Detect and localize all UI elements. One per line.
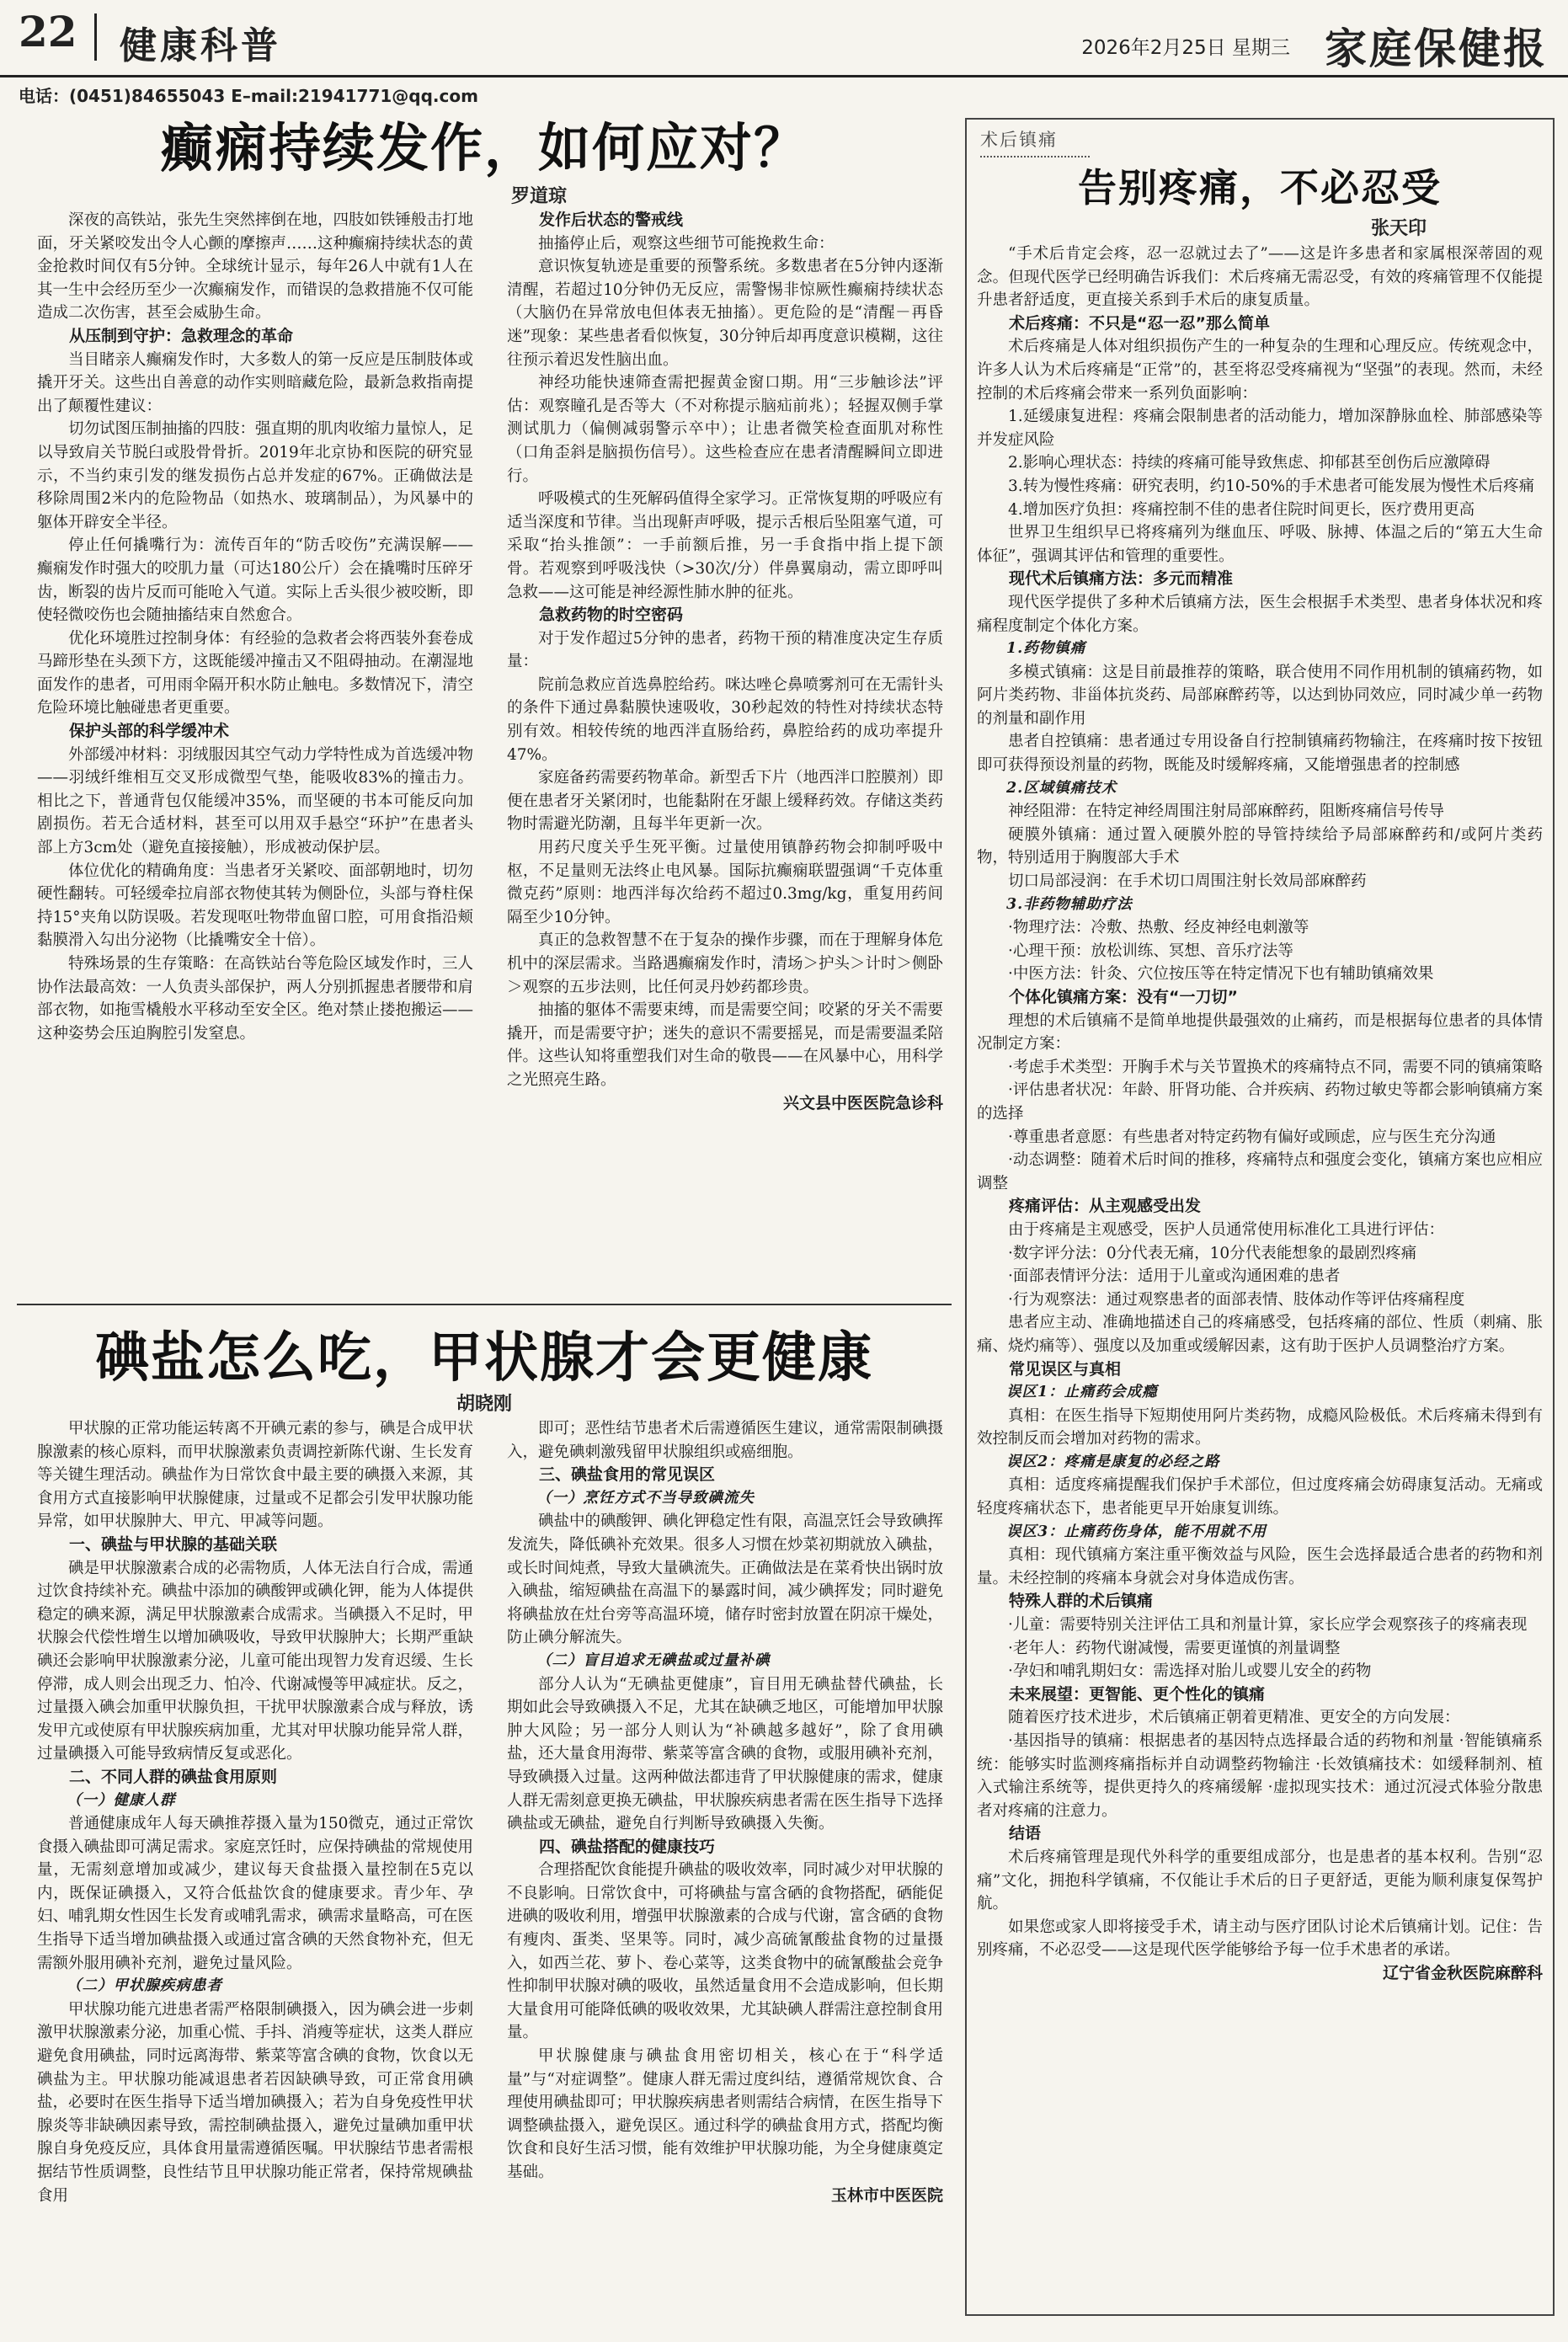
paragraph: ·孕妇和哺乳期妇女：需选择对胎儿或婴儿安全的药物 xyxy=(1008,1662,1372,1681)
subheading: 结语 xyxy=(1009,1824,1042,1843)
paragraph: 用药尺度关乎生死平衡。过量使用镇静药物会抑制呼吸中枢，不足量则无法终止电风暴。国际抗癫痫联盟强调“千克体重微克药”原则：地西泮每次给药不超过0.3mg/kg，重复用药间隔至少10分钟。 xyxy=(507,839,943,926)
paragraph: ·尊重患者意愿：有些患者对特定药物有偏好或顾虑，应与医生充分沟通 xyxy=(1008,1128,1496,1146)
item-heading: （二）甲状腺疾病患者 xyxy=(67,1977,222,1995)
item-heading: （二）盲目追求无碘盐或过量补碘 xyxy=(536,1651,771,1669)
paragraph: 甲状腺的正常功能运转离不开碘元素的参与，碘是合成甲状腺激素的核心原料，而甲状腺激素负责调控新陈代谢、生长发育等关键生理活动。碘盐作为日常饮食中最主要的碘摄入来源，其食用方式直接影响甲状腺健康，过量或不足都会引发甲状腺功能异常，如甲状腺肿大、甲亢、甲减等问题。 xyxy=(37,1420,473,1531)
article-title: 告别疼痛，不必忍受 xyxy=(1078,165,1442,211)
paragraph: 1.延缓康复进程：疼痛会限制患者的活动能力，增加深静脉血栓、肺部感染等并发症风险 xyxy=(977,408,1543,449)
paragraph: 特殊场景的生存策略：在高铁站台等危险区域发作时，三人协作法最高效：一人负责头部保护，两人分别抓握患者腰带和肩部衣物，如拖雪橇般水平移动至安全区。绝对禁止搂抱搬运——这种姿势会压迫胸腔引发窒息。 xyxy=(37,955,473,1043)
article-column xyxy=(37,1417,473,2320)
subheading: 二、不同人群的碘盐食用原则 xyxy=(69,1767,278,1786)
paragraph: 停止任何撬嘴行为：流传百年的“防舌咬伤”充满误解——癫痫发作时强大的咬肌力量（可达180公斤）会在撬嘴时压碎牙齿，断裂的齿片反而可能呛入气道。实际上舌头很少被咬断，即使轻微咬伤也会随抽搐结束自然愈合。 xyxy=(37,536,473,625)
article-column xyxy=(507,1417,943,2320)
article-author: 胡晓刚 xyxy=(456,1393,512,1415)
paragraph: 3.转为慢性疼痛：研究表明，约10-50%的手术患者可能发展为慢性术后疼痛 xyxy=(1008,477,1535,495)
item-heading: 1.药物镇痛 xyxy=(1006,640,1086,658)
article-postop-pain-box xyxy=(965,118,1555,2316)
subheading: 三、碘盐食用的常见误区 xyxy=(539,1465,716,1485)
article-title: 碘盐怎么吃，甲状腺才会更健康 xyxy=(95,1326,873,1390)
subheading: 个体化镇痛方案：没有“一刀切” xyxy=(1009,988,1238,1006)
author-affiliation: 辽宁省金秋医院麻醉科 xyxy=(1382,1963,1543,1982)
item-heading: 3.非药物辅助疗法 xyxy=(1006,895,1133,913)
paragraph: 真正的急救智慧不在于复杂的操作步骤，而在于理解身体危机中的深层需求。当路遇癫痫发作时，清场＞护头＞计时＞侧卧＞观察的五步法则，比任何灵丹妙药都珍贵。 xyxy=(507,931,943,996)
paragraph: “手术后肯定会疼，忍一忍就过去了”——这是许多患者和家属根深蒂固的观念。但现代医学已经明确告诉我们：术后疼痛无需忍受，有效的疼痛管理不仅能提升患者舒适度，更直接关系到手术后的康复质量。 xyxy=(977,245,1543,310)
contact-line: 电话：(0451)84655043 E–mail:21941771@qq.com xyxy=(19,86,478,106)
paragraph: 由于疼痛是主观感受，医护人员通常使用标准化工具进行评估： xyxy=(1008,1220,1445,1239)
paragraph: 院前急救应首选鼻腔给药。咪达唑仑鼻喷雾剂可在无需针头的条件下通过鼻黏膜快速吸收，30秒起效的特性对持续状态特别有效。相较传统的地西泮直肠给药，鼻腔给药的成功率提升47%。 xyxy=(507,675,943,764)
subheading: 术后疼痛：不只是“忍一忍”那么简单 xyxy=(1009,313,1270,333)
paragraph: 现代医学提供了多种术后镇痛方法，医生会根据手术类型、患者身体状况和疼痛程度制定个体化方案。 xyxy=(977,593,1543,635)
paragraph: ·物理疗法：冷敷、热敷、经皮神经电刺激等 xyxy=(1008,919,1309,937)
author-affiliation: 兴文县中医医院急诊科 xyxy=(782,1093,943,1112)
item-heading: （一）烹饪方式不当导致碘流失 xyxy=(536,1489,755,1507)
paragraph: 深夜的高铁站，张先生突然摔倒在地，四肢如铁锤般击打地面，牙关紧咬发出令人心颤的摩擦声……这种癫痫持续状态的黄金抢救时间仅有5分钟。全球统计显示，每年26人中就有1人在其一生中会经历至少一次癫痫发作，而错误的急救措施不仅可能造成二次伤害，甚至会威胁生命。 xyxy=(37,211,473,323)
page-header xyxy=(0,0,1568,77)
paragraph: 外部缓冲材料：羽绒服因其空气动力学特性成为首选缓冲物——羽绒纤维相互交叉形成微型气垫，能吸收83%的撞击力。相比之下，普通背包仅能缓冲35%，而坚硬的书本可能反向加剧损伤。若无合适材料，甚至可以用双手悬空“环护”在患者头部上方3cm处（避免直接接触），形成被动保护层。 xyxy=(37,745,473,857)
article-iodized-salt xyxy=(17,1310,952,1415)
paragraph: ·动态调整：随着术后时间的推移，疼痛特点和强度会变化，镇痛方案也应相应调整 xyxy=(977,1151,1543,1192)
author-affiliation: 玉林市中医医院 xyxy=(830,2185,943,2205)
masthead: 家庭保健报 xyxy=(1325,24,1548,73)
subheading: 急救药物的时空密码 xyxy=(539,606,684,625)
paragraph: ·评估患者状况：年龄、肝肾功能、合并疾病、药物过敏史等都会影响镇痛方案的选择 xyxy=(977,1081,1543,1123)
section-title: 健康科普 xyxy=(120,24,281,67)
paragraph: ·儿童：需要特别关注评估工具和剂量计算，家长应学会观察孩子的疼痛表现 xyxy=(1008,1616,1528,1635)
article-column xyxy=(37,209,473,1289)
paragraph: 患者自控镇痛：患者通过专用设备自行控制镇痛药物输注，在疼痛时按下按钮即可获得预设剂量的药物，既能及时缓解疼痛，又能增强患者的控制感 xyxy=(977,733,1543,775)
paragraph: 抽搐停止后，观察这些细节可能挽救生命： xyxy=(538,234,835,253)
paragraph: 抽搐的躯体不需要束缚，而是需要空间；咬紧的牙关不需要撬开，而是需要守护；迷失的意识不需要摇晃，而是需要温柔陪伴。这些认知将重塑我们对生命的敬畏——在风暴中心，用科学之光照亮生路。 xyxy=(507,1001,943,1089)
paragraph: 切勿试图压制抽搐的四肢：强直期的肌肉收缩力量惊人，足以导致肩关节脱臼或股骨骨折。2019年北京协和医院的研究显示，不当约束引发的继发损伤占总并发症的67%。正确做法是移除周围2米内的危险物品（如热水、玻璃制品），为风暴中的躯体开辟安全半径。 xyxy=(37,420,473,531)
paragraph: 真相：在医生指导下短期使用阿片类药物，成瘾风险极低。术后疼痛未得到有效控制反而会增加对药物的需求。 xyxy=(977,1406,1543,1448)
paragraph: 碘盐中的碘酸钾、碘化钾稳定性有限，高温烹饪会导致碘挥发流失，降低碘补充效果。很多人习惯在炒菜初期就放入碘盐，或长时间炖煮，导致大量碘流失。正确做法是在菜肴快出锅时放入碘盐，缩短碘盐在高温下的暴露时间，减少碘挥发；同时避免将碘盐放在灶台旁等高温环境，储存时密封放置在阴凉干燥处，防止碘分解流失。 xyxy=(507,1512,943,1647)
item-heading: （一）健康人群 xyxy=(67,1791,176,1809)
paragraph: 患者应主动、准确地描述自己的疼痛感受，包括疼痛的部位、性质（刺痛、胀痛、烧灼痛等）、强度以及加重或缓解因素，这有助于医护人员调整治疗方案。 xyxy=(977,1314,1543,1355)
paragraph: 如果您或家人即将接受手术，请主动与医疗团队讨论术后镇痛计划。记住：告别疼痛，不必忍受——这是现代医学能够给予每一位手术患者的承诺。 xyxy=(977,1918,1543,1960)
subheading: 现代术后镇痛方法：多元而精准 xyxy=(1009,569,1234,589)
paragraph: 理想的术后镇痛不是简单地提供最强效的止痛药，而是根据每位患者的具体情况制定方案： xyxy=(977,1011,1543,1054)
item-heading: 2.区域镇痛技术 xyxy=(1006,779,1117,797)
paragraph: 对于发作超过5分钟的患者，药物干预的精准度决定生存质量： xyxy=(507,629,943,671)
paragraph: 多模式镇痛：这是目前最推荐的策略，联合使用不同作用机制的镇痛药物，如阿片类药物、非甾体抗炎药、局部麻醉药等，以达到协同效应，同时减少单一药物的剂量和副作用 xyxy=(977,663,1543,728)
subheading: 一、碘盐与甲状腺的基础关联 xyxy=(69,1534,278,1554)
paragraph: 2.影响心理状态：持续的疼痛可能导致焦虑、抑郁甚至创伤后应激障碍 xyxy=(1008,454,1491,472)
paragraph: 神经功能快速筛查需把握黄金窗口期。用“三步触诊法”评估：观察瞳孔是否等大（不对称提示脑疝前兆）；轻握双侧手掌测试肌力（偏侧减弱警示卒中）；让患者微笑检查面肌对称性（口角歪斜是脑损伤信号）。这些检查应在患者清醒瞬间立即进行。 xyxy=(507,374,943,485)
paragraph: ·面部表情评分法：适用于儿童或沟通困难的患者 xyxy=(1008,1267,1341,1286)
paragraph: 优化环境胜过控制身体：有经验的急救者会将西装外套卷成马蹄形垫在头颈下方，这既能缓冲撞击又不阻碍抽动。在潮湿地面发作的患者，可用雨伞隔开积水防止触电。多数情况下，清空危险环境比触碰患者更重要。 xyxy=(37,629,473,718)
article-column xyxy=(507,209,943,1289)
paragraph: 甲状腺健康与碘盐食用密切相关，核心在于“科学适量”与“对症调整”。健康人群无需过度纠结，遵循常规饮食、合理使用碘盐即可；甲状腺疾病患者则需结合病情，在医生指导下调整碘盐摄入，避免误区。通过科学的碘盐食用方式，搭配均衡饮食和良好生活习惯，能有效维护甲状腺功能，为全身健康奠定基础。 xyxy=(507,2047,943,2181)
paragraph: ·老年人：药物代谢减慢，需要更谨慎的剂量调整 xyxy=(1008,1639,1341,1657)
paragraph: 即可；恶性结节患者术后需遵循医生建议，通常需限制碘摄入，避免碘刺激残留甲状腺组织或癌细胞。 xyxy=(507,1420,943,1461)
subheading: 保护头部的科学缓冲术 xyxy=(69,722,230,741)
paragraph: 随着医疗技术进步，术后镇痛正朝着更精准、更安全的方向发展： xyxy=(1008,1709,1460,1727)
subheading: 四、碘盐搭配的健康技巧 xyxy=(539,1837,716,1856)
paragraph: ·行为观察法：通过观察患者的面部表情、肢体动作等评估疼痛程度 xyxy=(1008,1290,1465,1309)
paragraph: ·考虑手术类型：开胸手术与关节置换术的疼痛特点不同，需要不同的镇痛策略 xyxy=(1008,1058,1543,1076)
item-heading: 误区2：疼痛是康复的必经之路 xyxy=(1006,1453,1220,1470)
paragraph: 普通健康成年人每天碘推荐摄入量为150微克，通过正常饮食摄入碘盐即可满足需求。家庭烹饪时，应保持碘盐的常规使用量，无需刻意增加或减少，建议每天食盐摄入量控制在5克以内，既保证碘摄入，又符合低盐饮食的健康要求。青少年、孕妇、哺乳期女性因生长发育或哺乳需求，碘需求量略高，可在医生指导下适当增加碘盐摄入或通过富含碘的天然食物补充，但无需额外服用碘补充剂，避免过量风险。 xyxy=(37,1815,473,1972)
article-author: 张天印 xyxy=(1370,217,1427,239)
paragraph: 术后疼痛管理是现代外科学的重要组成部分，也是患者的基本权利。告别“忍痛”文化，拥抱科学镇痛，不仅能让手术后的日子更舒适，更能为顺利康复保驾护航。 xyxy=(977,1848,1543,1913)
paragraph: 意识恢复轨迹是重要的预警系统。多数患者在5分钟内逐渐清醒，若超过10分钟仍无反应，需警惕非惊厥性癫痫持续状态（大脑仍在异常放电但体表无抽搐）。更危险的是“清醒－再昏迷”现象：某些患者看似恢复，30分钟后却再度意识模糊，这往往预示着迟发性脑出血。 xyxy=(507,258,943,369)
paragraph: 呼吸模式的生死解码值得全家学习。正常恢复期的呼吸应有适当深度和节律。当出现鼾声呼吸，提示舌根后坠阻塞气道，可采取“抬头推颌”：一手前额后推，另一手食指中指上提下颌骨。若观察到呼吸浅快（>30次/分）伴鼻翼扇动，需立即呼叫急救——这可能是神经源性肺水肿的征兆。 xyxy=(507,490,943,601)
paragraph: 切口局部浸润：在手术切口周围注射长效局部麻醉药 xyxy=(1008,872,1367,891)
article-epilepsy-body xyxy=(37,209,943,1289)
paragraph: ·基因指导的镇痛：根据患者的基因特点选择最合适的药物和剂量 ·智能镇痛系统：能够实时监测疼痛指标并自动调整药物输注 ·长效镇痛技术：如缓释制剂、植入式输注系统等，提供更持久的疼痛缓解 ·虚拟现实技术：通过沉浸式体验分散患者对疼痛的注意力。 xyxy=(977,1732,1543,1820)
subheading: 常见误区与真相 xyxy=(1009,1359,1122,1379)
paragraph: 部分人认为“无碘盐更健康”，盲目用无碘盐替代碘盐，长期如此会导致碘摄入不足，尤其在缺碘乏地区，可能增加甲状腺肿大风险；另一部分人则认为“补碘越多越好”，除了食用碘盐，还大量食用海带、紫菜等富含碘的食物，或服用碘补充剂，导致碘摄入过量。这两种做法都违背了甲状腺健康的需求，健康人群无需刻意更换无碘盐，甲状腺疾病患者需在医生指导下选择碘盐或无碘盐，避免自行判断导致碘摄入失衡。 xyxy=(507,1675,943,1833)
subheading: 发作后状态的警戒线 xyxy=(539,211,684,229)
paragraph: ·中医方法：针灸、穴位按压等在特定情况下也有辅助镇痛效果 xyxy=(1008,965,1434,984)
subheading: 疼痛评估：从主观感受出发 xyxy=(1009,1197,1202,1216)
page-number: 22 xyxy=(19,7,77,56)
header-divider xyxy=(94,13,97,61)
paragraph: 神经阻滞：在特定神经周围注射局部麻醉药，阻断疼痛信号传导 xyxy=(1008,803,1445,821)
issue-date: 2026年2月25日 星期三 xyxy=(1081,37,1290,59)
article-author: 罗道琼 xyxy=(510,185,567,207)
paragraph: 家庭备药需要药物革命。新型舌下片（地西泮口腔膜剂）即便在患者牙关紧闭时，也能黏附在牙龈上缓释药效。存储这类药物时需避光防潮，且每半年更新一次。 xyxy=(507,769,943,834)
column-tag: 术后镇痛 xyxy=(980,126,1090,157)
article-iodized-salt-body xyxy=(37,1417,943,2320)
subheading: 特殊人群的术后镇痛 xyxy=(1009,1592,1154,1611)
paragraph: ·数字评分法：0分代表无痛，10分代表能想象的最剧烈疼痛 xyxy=(1008,1244,1417,1262)
subheading: 未来展望：更智能、更个性化的镇痛 xyxy=(1009,1684,1266,1704)
item-heading: 误区1：止痛药会成瘾 xyxy=(1006,1384,1158,1401)
paragraph: 真相：适度疼痛提醒我们保护手术部位，但过度疼痛会妨碍康复活动。无痛或轻度疼痛状态下，患者能更早开始康复训练。 xyxy=(977,1476,1543,1518)
article-divider xyxy=(17,1304,952,1305)
item-heading: 误区3：止痛药伤身体，能不用就不用 xyxy=(1006,1523,1267,1540)
paragraph: ·心理干预：放松训练、冥想、音乐疗法等 xyxy=(1008,942,1293,960)
paragraph: 术后疼痛是人体对组织损伤产生的一种复杂的生理和心理反应。传统观念中，许多人认为术后疼痛是“正常”的，甚至将忍受疼痛视为“坚强”的表现。然而，未经控制的术后疼痛会带来一系列负面影响： xyxy=(977,338,1543,403)
paragraph: 真相：现代镇痛方案注重平衡效益与风险，医生会选择最适合患者的药物和剂量。未经控制的疼痛本身就会对身体造成伤害。 xyxy=(977,1546,1543,1587)
paragraph: 4.增加医疗负担：疼痛控制不佳的患者住院时间更长，医疗费用更高 xyxy=(1008,500,1475,519)
subheading: 从压制到守护：急救理念的革命 xyxy=(69,326,294,345)
paragraph: 合理搭配饮食能提升碘盐的吸收效率，同时减少对甲状腺的不良影响。日常饮食中，可将碘盐与富含硒的食物搭配，硒能促进碘的吸收利用，增强甲状腺激素的合成与代谢，富含硒的食物有瘦肉、蛋类、坚果等。同时，减少高硫氰酸盐食物的过量摄入，如西兰花、萝卜、卷心菜等，这类食物中的硫氰酸盐会竞争性抑制甲状腺对碘的吸收，虽然适量食用不会造成影响，但长期大量食用可能降低碘的吸收效果，尤其缺碘人群需注意控制食用量。 xyxy=(507,1861,943,2042)
paragraph: 体位优化的精确角度：当患者牙关紧咬、面部朝地时，切勿硬性翻转。可轻缓牵拉肩部衣物使其转为侧卧位，头部与脊柱保持15°夹角以防误吸。若发现呕吐物带血留口腔，可用食指沿颊黏膜滑入勾出分泌物（比撬嘴安全十倍）。 xyxy=(37,862,473,950)
paragraph: 世界卫生组织早已将疼痛列为继血压、呼吸、脉搏、体温之后的“第五大生命体征”，强调其评估和管理的重要性。 xyxy=(977,524,1543,565)
paragraph: 硬膜外镇痛：通过置入硬膜外腔的导管持续给予局部麻醉药和/或阿片类药物，特别适用于胸腹部大手术 xyxy=(977,825,1543,867)
paragraph: 碘是甲状腺激素合成的必需物质，人体无法自行合成，需通过饮食持续补充。碘盐中添加的碘酸钾或碘化钾，能为人体提供稳定的碘来源，满足甲状腺激素合成需求。当碘摄入不足时，甲状腺会代偿性增生以增加碘吸收，导致甲状腺肿大；长期严重缺碘还会影响甲状腺激素分泌，儿童可能出现智力发育迟缓、生长停滞，成人则会出现乏力、怕冷、代谢减慢等甲减症状。反之，过量摄入碘会加重甲状腺负担，干扰甲状腺激素合成与释放，诱发甲亢或使原有甲状腺疾病加重，尤其对甲状腺功能异常人群，过量碘摄入可能导致病情反复或恶化。 xyxy=(37,1559,473,1763)
paragraph: 当目睹亲人癫痫发作时，大多数人的第一反应是压制肢体或撬开牙关。这些出自善意的动作实则暗藏危险，最新急救指南提出了颠覆性建议： xyxy=(37,350,473,415)
article-column xyxy=(977,243,1543,2307)
article-title: 癫痫持续发作，如何应对？ xyxy=(160,117,808,179)
paragraph: 甲状腺功能亢进患者需严格限制碘摄入，因为碘会进一步刺激甲状腺激素分泌，加重心慌、手抖、消瘦等症状，这类人群应避免食用碘盐，同时远离海带、紫菜等富含碘的食物，饮食以无碘盐为主。甲状腺功能减退患者若因缺碘导致，可正常食用碘盐，必要时在医生指导下适当增加碘摄入；若为自身免疫性甲状腺炎等非缺碘因素导致，需控制碘盐摄入，避免过量碘加重甲状腺自身免疫反应，具体食用量需遵循医嘱。甲状腺结节患者需根据结节性质调整，良性结节且甲状腺功能正常者，保持常规碘盐食用 xyxy=(37,2000,473,2205)
